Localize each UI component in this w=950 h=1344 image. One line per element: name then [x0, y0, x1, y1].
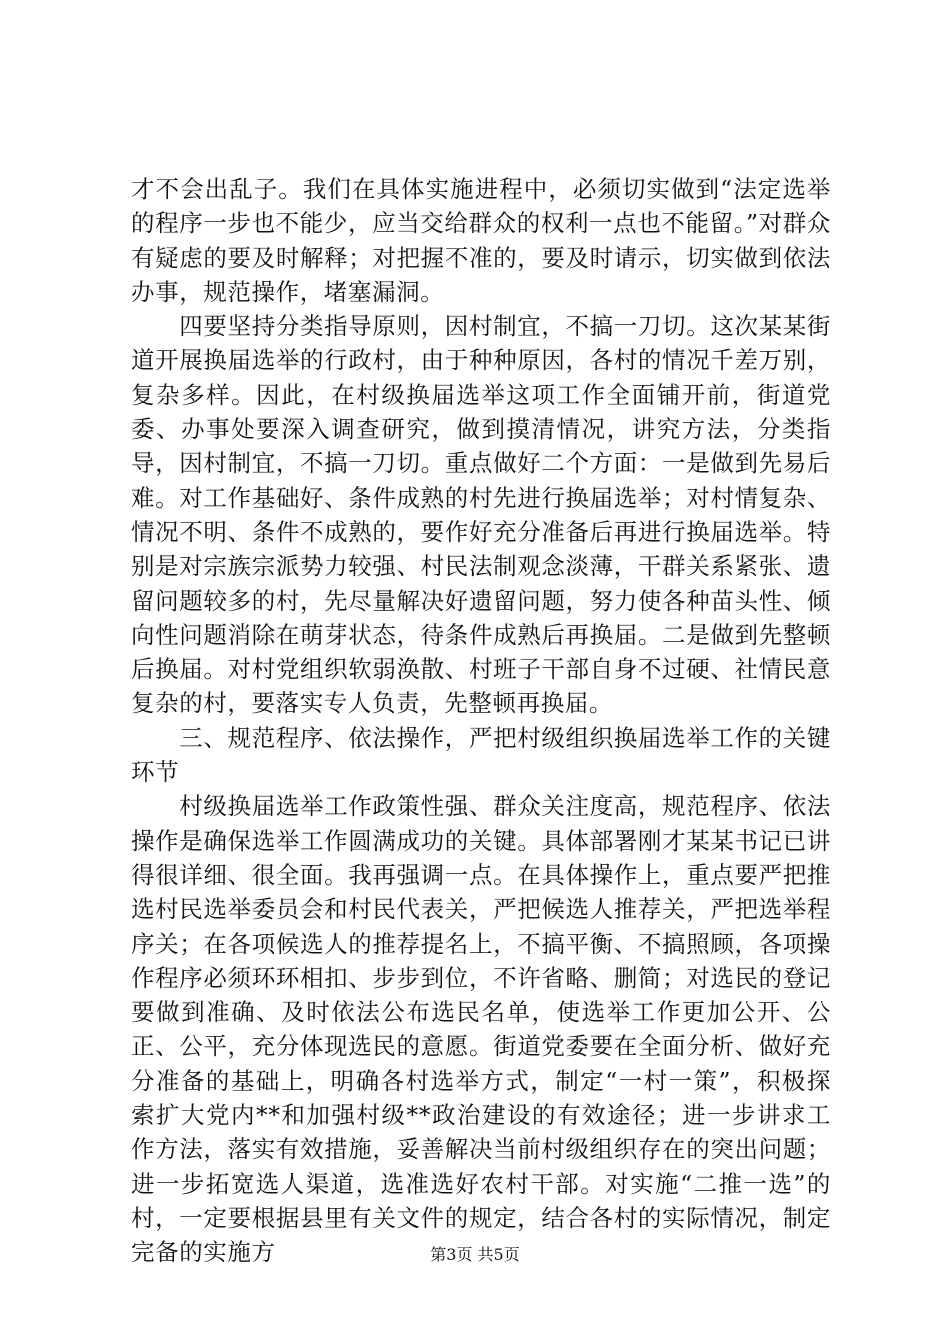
- paragraph-classified-guidance: 四要坚持分类指导原则，因村制宜，不搞一刀切。这次某某街道开展换届选举的行政村，由于种种原因，各村的情况千差万别，复杂多样。因此，在村级换届选举这项工作全面铺开前，街道党委、办事处要深入调查研究，做到摸清情况，讲究方法，分类指导，因村制宜，不搞一刀切。重点做好二个方面：一是做到先易后难。对工作基础好、条件成熟的村先进行换届选举；对村情复杂、情况不明、条件不成熟的，要作好充分准备后再进行换届选举。特别是对宗族宗派势力较强、村民法制观念淡薄，干群关系紧张、遗留问题较多的村，先尽量解决好遗留问题，努力使各种苗头性、倾向性问题消除在萌芽状态，待条件成熟后再换届。二是做到先整顿后换届。对村党组织软弱涣散、村班子干部自身不过硬、社情民意复杂的村，要落实专人负责，先整顿再换届。: [131, 312, 831, 718]
- page-footer: [0, 1244, 950, 1266]
- document-body: [131, 172, 831, 1270]
- section-heading-three: 三、规范程序、依法操作，严把村级组织换届选举工作的关键环节: [131, 723, 831, 787]
- paragraph-continuation: 才不会出乱子。我们在具体实施进程中，必须切实做到“法定选举的程序一步也不能少，应当交给群众的权利一点也不能留。”对群众有疑虑的要及时解释；对把握不准的，要及时请示，切实做到依法办事，规范操作，堵塞漏洞。: [131, 175, 831, 306]
- page-number: 第3页 共5页: [430, 1245, 520, 1264]
- paragraph-election-procedure: 村级换届选举工作政策性强、群众关注度高，规范程序、依法操作是确保选举工作圆满成功的关键。具体部署刚才某某书记已讲得很详细、很全面。我再强调一点。在具体操作上，重点要严把推选村民选举委员会和村民代表关，严把候选人推荐关，严把选举程序关；在各项候选人的推荐提名上，不搞平衡、不搞照顾，各项操作程序必须环环相扣、步步到位，不许省略、删简；对选民的登记要做到准确、及时依法公布选民名单，使选举工作更加公开、公正、公平，充分体现选民的意愿。街道党委要在全面分析、做好充分准备的基础上，明确各村选举方式，制定“一村一策”，积极探索扩大党内**和加强村级**政治建设的有效途径；进一步讲求工作方法，落实有效措施，妥善解决当前村级组织存在的突出问题；进一步拓宽选人渠道，选准选好农村干部。对实施“二推一选”的村，一定要根据县里有关文件的规定，结合各村的实际情况，制定完备的实施方: [131, 792, 831, 1267]
